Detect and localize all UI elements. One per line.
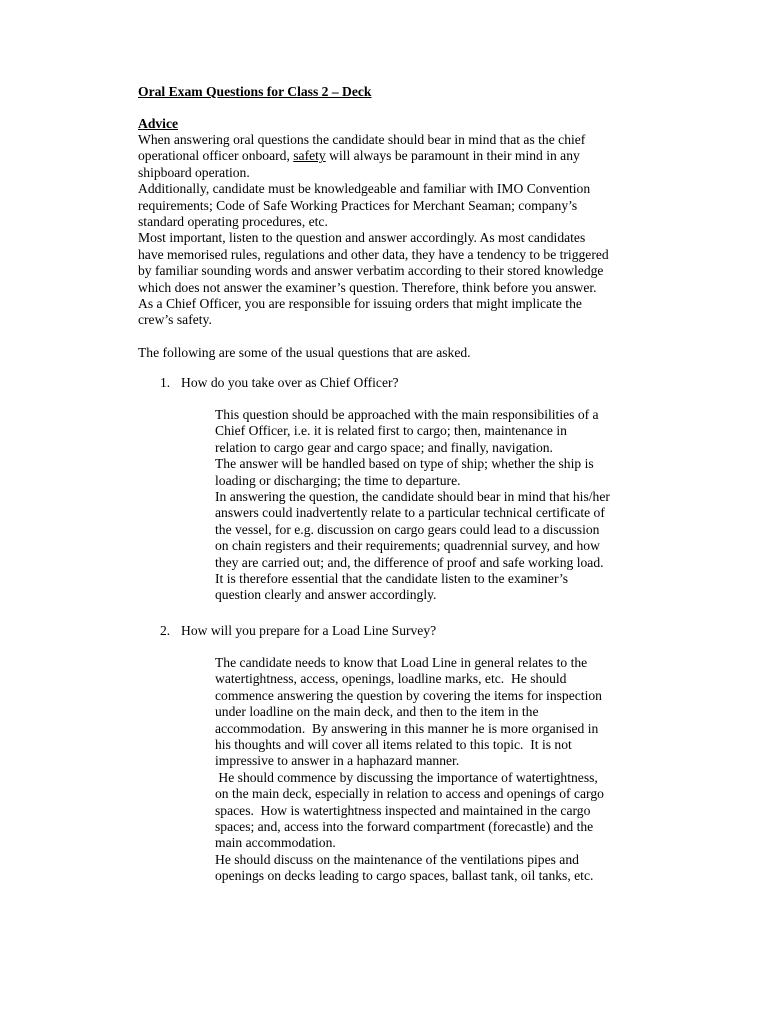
advice-line-text: Additionally, candidate must be knowledgeable and familiar with IMO Convention [138, 181, 591, 197]
advice-line-text: crew’s safety. [138, 312, 212, 328]
intro-paragraph: The following are some of the usual questions that are asked. [138, 345, 471, 360]
answer-line: watertightness, access, openings, loadline marks, etc. He should [215, 671, 567, 687]
advice-line [138, 198, 577, 214]
question-number: 2. [160, 623, 171, 638]
advice-line-text: have memorised rules, regulations and other data, they have a tendency to be triggered [138, 246, 609, 262]
answer-line: In answering the question, the candidate should bear in mind that his/her [215, 489, 610, 504]
answer-line: loading or discharging; the time to departure. [215, 472, 461, 488]
answer-line: The candidate needs to know that Load Line in general relates to the [215, 655, 588, 670]
answer-line: main accommodation. [215, 835, 336, 851]
advice-line [138, 148, 580, 164]
answer-line: under loadline on the main deck, and then to the item in the [215, 704, 539, 720]
advice-line [138, 263, 603, 279]
advice-line [138, 214, 328, 230]
advice-line [138, 280, 597, 296]
advice-line [138, 181, 590, 197]
advice-line [138, 296, 582, 312]
advice-line-text: As a Chief Officer, you are responsible for issuing orders that might implicate the [138, 296, 582, 311]
advice-line-text: standard operating procedures, etc. [138, 214, 328, 229]
advice-line-text: operational officer onboard, [138, 148, 294, 164]
answer-line: He should commence by discussing the importance of watertightness, [215, 769, 598, 785]
advice-line-text: When answering oral questions the candidate should bear in mind that as the chief [138, 132, 586, 147]
answer-line: spaces. How is watertightness inspected and maintained in the cargo [215, 802, 591, 818]
advice-line-text: Most important, listen to the question and answer accordingly. As most candidates [138, 230, 586, 246]
answer-line: He should discuss on the maintenance of the ventilations pipes and [215, 851, 579, 867]
answer-line: Chief Officer, i.e. it is related first to cargo; then, maintenance in [215, 423, 567, 439]
answer-line: spaces; and, access into the forward compartment (forecastle) and the [215, 819, 594, 834]
answer-line: impressive to answer in a haphazard manner. [215, 753, 460, 769]
advice-line-text: shipboard operation. [138, 164, 250, 180]
answer-line: The answer will be handled based on type of ship; whether the ship is [215, 456, 594, 472]
advice-line-text: which does not answer the examiner’s question. Therefore, think before you answer. [138, 279, 597, 295]
advice-heading: Advice [138, 116, 179, 131]
answer-line: his thoughts and will cover all items related to this topic. It is not [215, 737, 572, 752]
advice-line-text: by familiar sounding words and answer verbatim according to their stored knowledge [138, 263, 604, 279]
answer-line: relation to cargo gear and cargo space; and finally, navigation. [215, 439, 553, 455]
document-title: Oral Exam Questions for Class 2 – Deck [138, 84, 372, 99]
answer-line: It is therefore essential that the candidate listen to the examiner’s [215, 571, 569, 586]
answer-line: accommodation. By answering in this manner he is more organised in [215, 720, 599, 736]
answer-line: openings on decks leading to cargo spaces, ballast tank, oil tanks, etc. [215, 868, 594, 884]
question-text: How will you prepare for a Load Line Survey? [181, 623, 437, 638]
advice-line [138, 312, 212, 328]
advice-line-text: requirements; Code of Safe Working Practices for Merchant Seaman; company’s [138, 197, 578, 213]
answer-line: on the main deck, especially in relation to access and openings of cargo [215, 786, 604, 802]
answer-line: commence answering the question by covering the items for inspection [215, 687, 602, 703]
answer-line: answers could inadvertently relate to a particular technical certificate of [215, 505, 605, 521]
underlined-word: safety [293, 148, 326, 164]
advice-line-text: will always be paramount in their mind in any [325, 148, 580, 164]
answer-line: This question should be approached with the main responsibilities of a [215, 407, 599, 422]
advice-line [138, 247, 609, 263]
advice-line [138, 165, 250, 181]
question-text: How do you take over as Chief Officer? [181, 375, 399, 390]
advice-line [138, 132, 585, 148]
answer-line: on chain registers and their requirements; quadrennial survey, and how [215, 538, 600, 554]
question-number: 1. [160, 375, 171, 390]
answer-line: they are carried out; and, the difference of proof and safe working load. [215, 554, 604, 570]
advice-line [138, 230, 585, 246]
answer-line: question clearly and answer accordingly. [215, 587, 437, 603]
answer-line: the vessel, for e.g. discussion on cargo gears could lead to a discussion [215, 521, 600, 537]
